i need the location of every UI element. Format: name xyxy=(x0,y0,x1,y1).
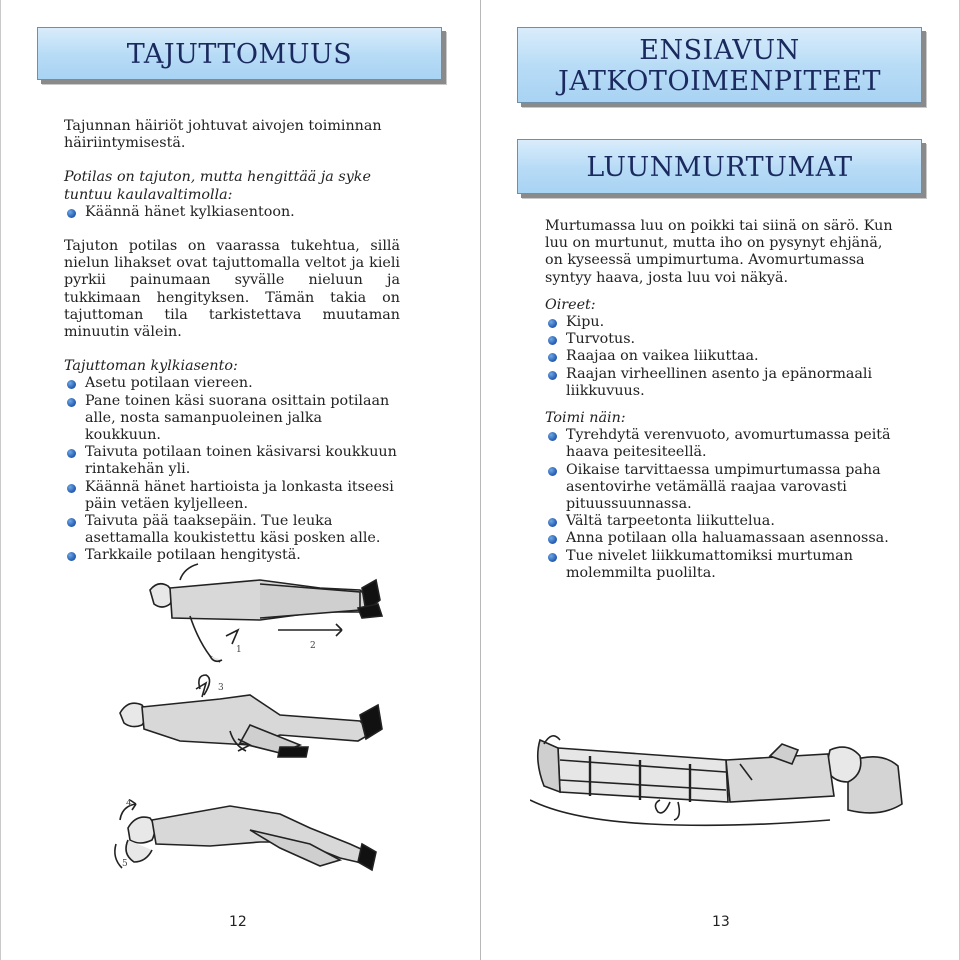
breathing-section xyxy=(64,169,400,221)
actions-list xyxy=(545,427,900,582)
symptoms-list xyxy=(545,314,900,400)
symptom-item: Turvotus. xyxy=(545,331,900,348)
right-page-subtitle: LUUNMURTUMAT xyxy=(586,152,853,183)
breathing-bullet: Käännä hänet kylkiasentoon. xyxy=(64,204,400,221)
step-number-3: 3 xyxy=(218,683,224,693)
recovery-steps-list xyxy=(64,375,400,564)
intro-paragraph: Tajunnan häiriöt johtuvat aivojen toiminnan häiriintymisestä. xyxy=(64,118,382,152)
figure-on-side xyxy=(115,800,376,870)
figure-knee-bent xyxy=(120,675,382,757)
recovery-position-illustration xyxy=(110,560,410,890)
right-page-title-banner xyxy=(517,27,922,103)
right-page-subtitle-banner xyxy=(517,139,922,194)
recovery-step: Käännä hänet hartioista ja lonkasta itseesi päin vetäen kyljelleen. xyxy=(64,479,400,513)
danger-paragraph: Tajuton potilas on vaarassa tukehtua, sillä nielun lihakset ovat tajuttomalla veltot ja kieli pyrkii painumaan syvälle nieluun ja tukkimaan hengityksen. Tämän takia on tajuttoman tila tarkistettava muutaman minuutin välein. xyxy=(64,238,400,341)
symptom-item: Kipu. xyxy=(545,314,900,331)
action-item: Vältä tarpeetonta liikuttelua. xyxy=(545,513,900,530)
recovery-step: Taivuta pää taaksepäin. Tue leuka asettamalla koukistettu käsi posken alle. xyxy=(64,513,400,547)
symptom-item: Raajan virheellinen asento ja epänormaali liikkuvuus. xyxy=(545,366,900,400)
recovery-step: Taivuta potilaan toinen käsivarsi koukkuun rintakehän yli. xyxy=(64,444,400,478)
breathing-list xyxy=(64,204,400,221)
left-page-number: 12 xyxy=(229,914,247,930)
step-number-2: 2 xyxy=(310,641,316,651)
step-number-4: 4 xyxy=(126,799,132,809)
symptoms-heading: Oireet: xyxy=(545,296,596,313)
breathing-heading: Potilas on tajuton, mutta hengittää ja syke tuntuu kaulavaltimolla: xyxy=(64,169,371,203)
fracture-intro: Murtumassa luu on poikki tai siinä on särö. Kun luu on murtunut, mutta iho on pysynyt ehjänä, on kyseessä umpimurtuma. Avomurtumassa syntyy haava, josta luu voi näkyä. xyxy=(545,218,893,286)
recovery-step: Tarkkaile potilaan hengitystä. xyxy=(64,547,400,564)
splinted-patient-illustration xyxy=(530,720,910,840)
step-number-5: 5 xyxy=(122,859,128,869)
symptom-item: Raajaa on vaikea liikuttaa. xyxy=(545,348,900,365)
action-item: Oikaise tarvittaessa umpimurtumassa paha asentovirhe vetämällä raajaa varovasti pituussuunnassa. xyxy=(545,462,900,514)
figure-lying-supine xyxy=(150,564,382,662)
left-page-title: TAJUTTOMUUS xyxy=(126,39,353,70)
action-item: Tue nivelet liikkumattomiksi murtuman molemmilta puolilta. xyxy=(545,548,900,582)
recovery-step: Asetu potilaan viereen. xyxy=(64,375,400,392)
left-page-edge xyxy=(0,0,1,960)
page-gutter xyxy=(480,0,481,960)
left-page-title-banner xyxy=(37,27,442,80)
step-number-1: 1 xyxy=(236,645,242,655)
actions-heading: Toimi näin: xyxy=(545,410,626,427)
action-item: Anna potilaan olla haluamassaan asennossa. xyxy=(545,530,900,547)
action-item: Tyrehdytä verenvuoto, avomurtumassa peitä haava peitesiteellä. xyxy=(545,427,900,461)
right-page-title: ENSIAVUN JATKOTOIMENPITEET xyxy=(558,35,881,97)
left-page-text xyxy=(64,118,400,565)
recovery-heading: Tajuttoman kylkiasento: xyxy=(64,358,238,375)
right-page-text xyxy=(545,218,900,582)
recovery-step: Pane toinen käsi suorana osittain potilaan alle, nosta samanpuoleinen jalka koukkuun. xyxy=(64,393,400,445)
right-page-number: 13 xyxy=(712,914,730,930)
